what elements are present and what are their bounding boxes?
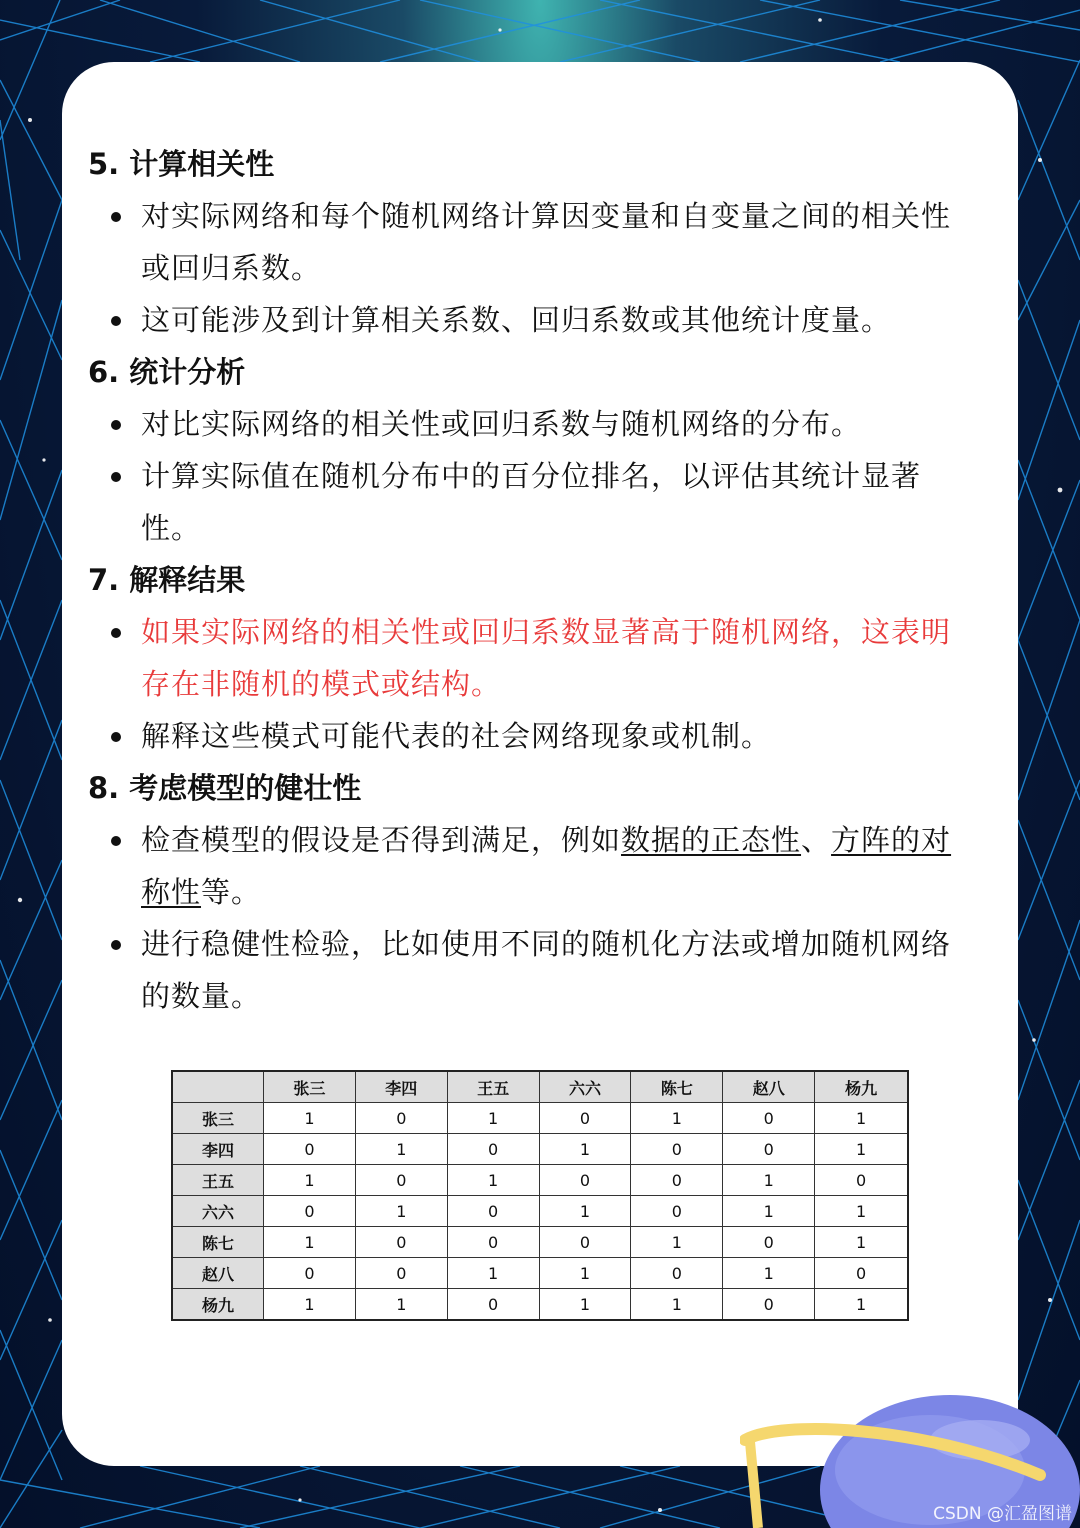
matrix-row bbox=[172, 1103, 908, 1134]
matrix-cell: 1 bbox=[539, 1196, 631, 1227]
matrix-cell: 1 bbox=[539, 1289, 631, 1321]
section-title-7: 7. 解释结果 bbox=[88, 563, 246, 597]
matrix-cell: 0 bbox=[723, 1227, 815, 1258]
matrix-col-header: 陈七 bbox=[631, 1071, 723, 1103]
watermark: CSDN @汇盈图谱 bbox=[933, 1504, 1072, 1524]
matrix-row bbox=[172, 1227, 908, 1258]
matrix-cell: 1 bbox=[447, 1165, 539, 1196]
bullet-icon bbox=[111, 212, 121, 222]
matrix-cell: 1 bbox=[815, 1103, 908, 1134]
matrix-cell: 0 bbox=[355, 1227, 447, 1258]
bullet-icon bbox=[111, 836, 121, 846]
matrix-col-header: 杨九 bbox=[815, 1071, 908, 1103]
matrix-cell: 0 bbox=[447, 1289, 539, 1321]
list-item: 对比实际网络的相关性或回归系数与随机网络的分布。 bbox=[88, 398, 992, 450]
matrix-cell: 0 bbox=[264, 1134, 356, 1165]
matrix-cell: 0 bbox=[815, 1258, 908, 1289]
matrix-cell: 1 bbox=[264, 1289, 356, 1321]
matrix-cell: 1 bbox=[447, 1258, 539, 1289]
matrix-cell: 1 bbox=[631, 1289, 723, 1321]
matrix-row-header: 六六 bbox=[172, 1196, 264, 1227]
matrix-cell: 1 bbox=[815, 1227, 908, 1258]
matrix-col-header: 六六 bbox=[539, 1071, 631, 1103]
link-symmetry[interactable]: 方阵的对 bbox=[831, 823, 952, 857]
highlighted-list-item: 如果实际网络的相关性或回归系数显著高于随机网络，这表明 存在非随机的模式或结构。 bbox=[88, 606, 992, 710]
matrix-cell: 1 bbox=[815, 1289, 908, 1321]
matrix-cell: 0 bbox=[264, 1258, 356, 1289]
matrix-cell: 1 bbox=[723, 1196, 815, 1227]
matrix-cell: 0 bbox=[631, 1165, 723, 1196]
matrix-cell: 1 bbox=[447, 1103, 539, 1134]
matrix-row bbox=[172, 1196, 908, 1227]
matrix-cell: 1 bbox=[815, 1134, 908, 1165]
matrix-cell: 0 bbox=[447, 1227, 539, 1258]
matrix-cell: 1 bbox=[355, 1289, 447, 1321]
bullet-icon bbox=[111, 628, 121, 638]
bullet-icon bbox=[111, 472, 121, 482]
matrix-col-header: 张三 bbox=[264, 1071, 356, 1103]
matrix-row-header: 王五 bbox=[172, 1165, 264, 1196]
matrix-corner bbox=[172, 1071, 264, 1103]
list-item: 进行稳健性检验，比如使用不同的随机化方法或增加随机网络 的数量。 bbox=[88, 918, 992, 1022]
list-item: 这可能涉及到计算相关系数、回归系数或其他统计度量。 bbox=[88, 294, 992, 346]
matrix-cell: 1 bbox=[355, 1134, 447, 1165]
bullet-icon bbox=[111, 316, 121, 326]
matrix-cell: 0 bbox=[723, 1103, 815, 1134]
matrix-header-row bbox=[172, 1071, 908, 1103]
matrix-cell: 0 bbox=[723, 1289, 815, 1321]
adjacency-matrix bbox=[171, 1070, 909, 1321]
matrix-cell: 0 bbox=[539, 1227, 631, 1258]
matrix-cell: 1 bbox=[264, 1165, 356, 1196]
matrix-cell: 0 bbox=[539, 1165, 631, 1196]
matrix-cell: 0 bbox=[539, 1103, 631, 1134]
list-item: 检查模型的假设是否得到满足，例如数据的正态性、方阵的对 称性等。 bbox=[88, 814, 992, 918]
matrix-cell: 0 bbox=[447, 1134, 539, 1165]
section-title-8: 8. 考虑模型的健壮性 bbox=[88, 771, 362, 805]
matrix-col-header: 王五 bbox=[447, 1071, 539, 1103]
matrix-row bbox=[172, 1134, 908, 1165]
matrix-cell: 0 bbox=[723, 1134, 815, 1165]
matrix-row-header: 杨九 bbox=[172, 1289, 264, 1321]
bullet-icon bbox=[111, 732, 121, 742]
matrix-cell: 0 bbox=[447, 1196, 539, 1227]
matrix-cell: 1 bbox=[723, 1258, 815, 1289]
matrix-cell: 1 bbox=[264, 1103, 356, 1134]
section-title-5: 5. 计算相关性 bbox=[88, 147, 275, 181]
list-item: 计算实际值在随机分布中的百分位排名，以评估其统计显著 性。 bbox=[88, 450, 992, 554]
matrix-cell: 0 bbox=[355, 1103, 447, 1134]
matrix-cell: 1 bbox=[815, 1196, 908, 1227]
matrix-row bbox=[172, 1258, 908, 1289]
matrix-cell: 0 bbox=[264, 1196, 356, 1227]
matrix-row-header: 赵八 bbox=[172, 1258, 264, 1289]
matrix-row bbox=[172, 1165, 908, 1196]
main-content bbox=[88, 138, 992, 1022]
matrix-col-header: 李四 bbox=[355, 1071, 447, 1103]
matrix-cell: 1 bbox=[355, 1196, 447, 1227]
link-normality[interactable]: 数据的正态性 bbox=[621, 823, 802, 857]
matrix-cell: 1 bbox=[723, 1165, 815, 1196]
matrix-cell: 0 bbox=[631, 1258, 723, 1289]
link-symmetry-cont[interactable]: 称性 bbox=[141, 875, 202, 909]
matrix-cell: 1 bbox=[631, 1103, 723, 1134]
matrix-col-header: 赵八 bbox=[723, 1071, 815, 1103]
bullet-icon bbox=[111, 420, 121, 430]
matrix-row bbox=[172, 1289, 908, 1321]
section-title-6: 6. 统计分析 bbox=[88, 355, 246, 389]
matrix-row-header: 李四 bbox=[172, 1134, 264, 1165]
list-item: 对实际网络和每个随机网络计算因变量和自变量之间的相关性 或回归系数。 bbox=[88, 190, 992, 294]
matrix-cell: 0 bbox=[631, 1196, 723, 1227]
matrix-row-header: 张三 bbox=[172, 1103, 264, 1134]
matrix-cell: 0 bbox=[355, 1165, 447, 1196]
matrix-cell: 1 bbox=[631, 1227, 723, 1258]
matrix-cell: 1 bbox=[539, 1134, 631, 1165]
list-item: 解释这些模式可能代表的社会网络现象或机制。 bbox=[88, 710, 992, 762]
matrix-cell: 0 bbox=[355, 1258, 447, 1289]
matrix-cell: 1 bbox=[264, 1227, 356, 1258]
matrix-row-header: 陈七 bbox=[172, 1227, 264, 1258]
matrix-cell: 0 bbox=[631, 1134, 723, 1165]
bullet-icon bbox=[111, 940, 121, 950]
matrix-cell: 0 bbox=[815, 1165, 908, 1196]
matrix-cell: 1 bbox=[539, 1258, 631, 1289]
